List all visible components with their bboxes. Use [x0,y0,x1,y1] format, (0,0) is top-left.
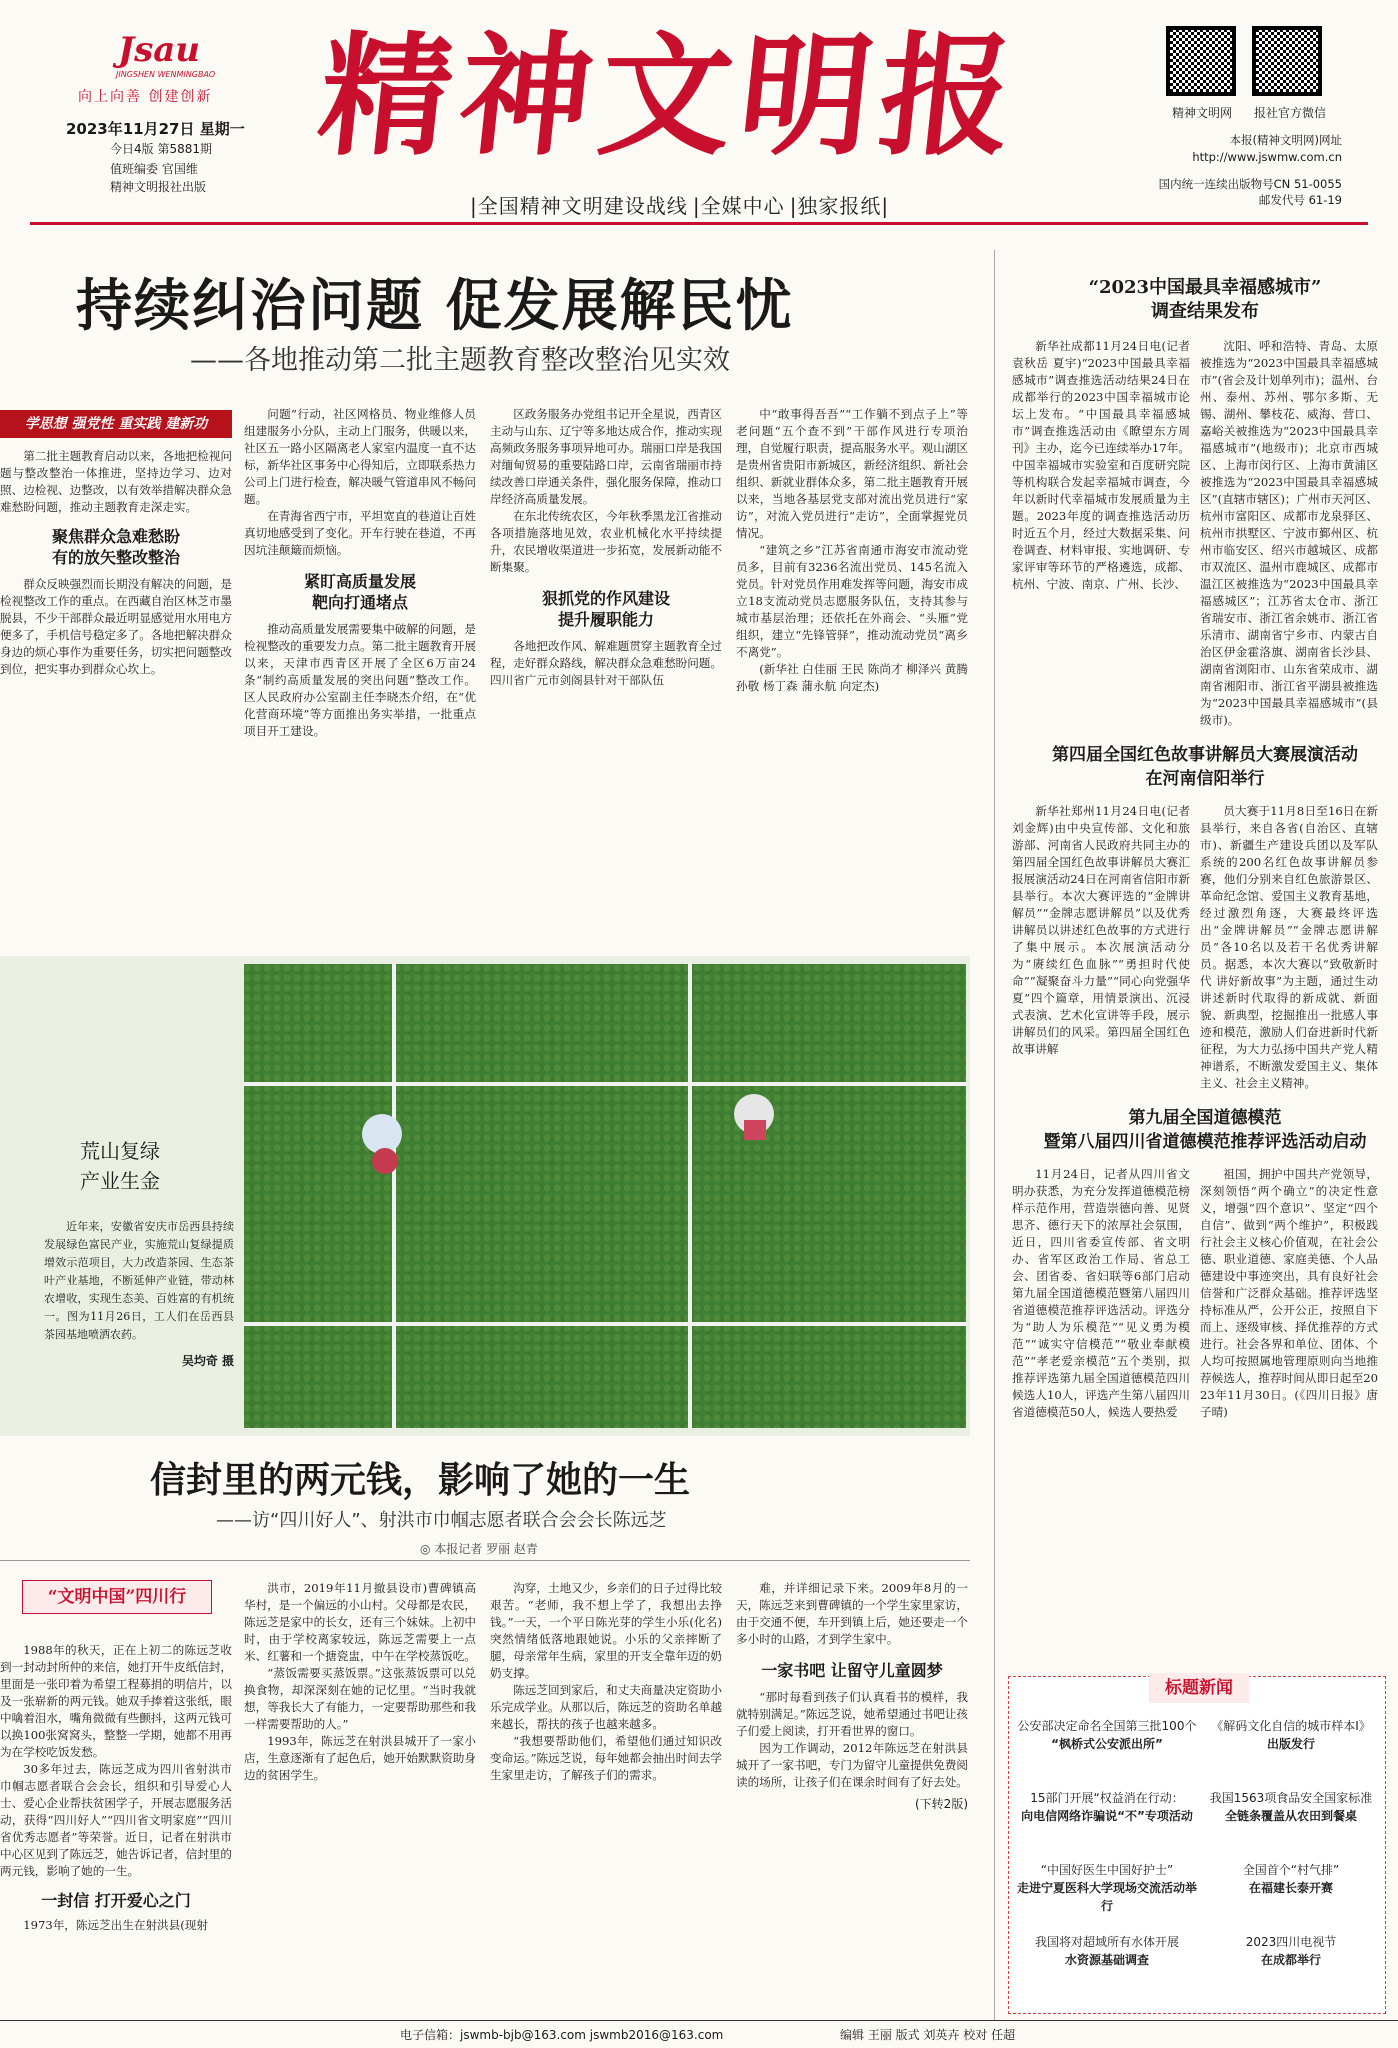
news-brief-line: “枫桥式公安派出所” [1051,1737,1163,1751]
lead-subhead-1: 聚焦群众急难愁盼 有的放矢整改整治 [51,527,180,567]
news-brief-line: 15部门开展“权益消在行动： [1030,1791,1184,1805]
nav-item-media-center[interactable]: |全媒中心 [692,194,785,218]
feature-rule [0,1560,970,1561]
lead-paragraph: 在东北传统农区，今年秋季黑龙江省推动各项措施落地见效，农业机械化水平持续提升，农民增收渠道进一步拓宽，发展新动能不断集聚。 [490,509,722,574]
masthead-rule [30,222,1368,225]
photo-caption-title: 荒山复绿 产业生金 [80,1139,160,1193]
publisher: 精神文明报社出版 [110,180,207,194]
feature-subhead-1: 一封信 打开爱心之门 [41,1891,191,1910]
story-headline-moral-models: 第九届全国道德模范 暨第八届四川省道德模范推荐评选活动启动 [1043,1108,1367,1152]
lead-column-2 [244,406,476,740]
lead-paragraph: 区政务服务办党组书记开全星说，西青区主动与山东、辽宁等多地达成合作，推动实现高频政务服务事项异地可办。瑞丽口岸是我国对缅甸贸易的重要陆路口岸，云南省瑞丽市持续改善口岸通关条件，强化服务保障，推动口岸经济高质量发展。 [490,407,722,506]
lead-column-4 [736,406,968,695]
section-nav [470,190,1030,219]
feature-tag: “文明中国”四川行 [22,1580,212,1614]
headline-news-title: 标题新闻 [1149,1673,1249,1703]
news-brief-item[interactable] [1017,1933,1197,1969]
news-brief-line: 《解码文化自信的城市样本Ⅰ》 [1211,1719,1371,1733]
lead-paragraph: 群众反映强烈而长期没有解决的问题，是检视整改工作的重点。在西藏自治区林芝市墨脱县，不少干部群众最近明显感觉用水用电方便多了，手机信号稳定多了。各地把解决群众身边的烦心事作为重要任务，切实把问题整改到位，把实事办到群众心坎上。 [0,577,232,676]
lead-paragraph: 第二批主题教育启动以来，各地把检视问题与整改整治一体推进，坚持边学习、边对照、边检视、边整改，以有效举措解决群众急难愁盼问题，推动主题教育走深走实。 [0,449,232,514]
photo-block [0,956,970,1436]
feature-paragraph: 30多年过去，陈远芝成为四川省射洪市巾帼志愿者联合会会长，组织和引导爱心人士、爱心企业帮扶贫困学子，开展志愿服务活动，获得“四川好人”“四川省文明家庭”“四川省优秀志愿者”等荣誉。近日，记者在射洪市中心区见到了陈远芝，她告诉记者，信封里的两元钱，影响了她的一生。 [0,1762,232,1878]
feature-paragraph: 沟穿，土地又少，乡亲们的日子过得比较艰苦。“老师，我不想上学了，我想出去挣钱。”一天，一个平日陈光芽的学生小乐(化名)突然情绪低落地跟她说。小乐的父亲摔断了腿，母亲常年生病，家里的开支全靠年迈的奶奶支撑。 [490,1581,722,1680]
feature-paragraph: 陈远芝回到家后，和丈夫商量决定资助小乐完成学业。从那以后，陈远芝的资助名单越来越长，帮扶的孩子也越来越多。 [490,1683,722,1731]
worker-figure [372,1148,398,1174]
lead-subhead-3: 狠抓党的作风建设 提升履职能力 [541,589,670,629]
issue-number: 今日4版 第5881期 [110,142,212,156]
news-brief-item[interactable] [1017,1717,1197,1753]
news-brief-line: 2023四川电视节 [1245,1935,1337,1949]
tea-garden-photo [244,964,966,1428]
photo-caption: 近年来，安徽省安庆市岳西县持续发展绿色富民产业，实施荒山复绿提质增效示范项目，大力改造茶园、生态茶叶产业基地，不断延伸产业链，带动林农增收，实现生态美、百姓富的有机统一。图为11月26日，工人们在岳西县茶园基地喷洒农药。 [44,1220,234,1341]
lead-paragraph: 推动高质量发展需要集中破解的问题，是检视整改的重要发力点。第二批主题教育开展以来，天津市西青区开展了全区6万亩24条“制约高质量发展的突出问题”整改工作。区人民政府办公室副主任李晓杰介绍，在“优化营商环境”等方面推出务实举措，一批重点项目开工建设。 [244,622,476,738]
footer-staff: 编辑 王丽 版式 刘英卉 校对 任超 [840,2028,1016,2042]
news-brief-line: 向电信网络诈骗说“不”专项活动 [1021,1809,1193,1823]
feature-paragraph: 1988年的秋天，正在上初二的陈远芝收到一封动封所仲的来信，她打开牛皮纸信封，里面是一张印着为希望工程募捐的明信片，以及一张崭新的两元钱。她双手捧着这张纸，眼中噙着泪水，嘴角微微有些颤抖，这两元钱可以换100张窝窝头，整整一学期，她都不用再为在学校吃饭发愁。 [0,1643,232,1759]
column-divider [994,250,995,2020]
column-tag: 学思想 强党性 重实践 建新功 [0,410,232,438]
lead-column-3 [490,406,722,689]
story-column: 沈阳、呼和浩特、青岛、太原被推选为“2023中国最具幸福感城市”(省会及计划单列市)；温州、台州、泰州、苏州、鄂尔多斯、无锡、湖州、攀枝花、威海、营口、嘉峪关被推选为“2023中国最具幸福感城市”(地级市)；北京市西城区、上海市闵行区、上海市黄浦区被推选为“2023中国最具幸福感城区”(直辖市辖区)；广州市天河区、杭州市富阳区、成都市龙泉驿区、杭州市拱墅区、宁波市鄞州区、杭州市临安区、绍兴市越城区、成都市双流区、温州市鹿城区、成都市温江区被推选为“2023中国最具幸福感城区”；江苏省太仓市、浙江省瑞安市、浙江省余姚市、浙江省乐清市、湖南省宁乡市、内蒙古自治区伊金霍洛旗、湖南省长沙县、湖南省浏阳市、山东省荣成市、湖南省湘阳市、浙江省平湖县被推选为“2023中国最具幸福感城市”(县级市)。 [1200,339,1378,727]
story-column: 新华社成都11月24日电(记者 袁秋岳 夏宇)“2023中国最具幸福感城市”调查推选活动结果24日在成都举行的2023中国幸福城市论坛上发布。“中国最具幸福感城市”调查推选活动由《瞭望东方周刊》主办，迄今已连续举办17年。中国幸福城市实验室和百度研究院等机构联合发起幸福城市调查，今年以新时代幸福城市发展质量为主题。2023年度的调查推选活动历时近五个月，经过大数据采集、问卷调查、材料审报、实地调研、专家评审等环节的严格遴选，成都、杭州、宁波、南京、广州、长沙、 [1012,339,1190,591]
website-line: 本报(精神文明网)网址 [1229,133,1342,147]
footer-rule [0,2020,1398,2021]
headline-news-box [1008,1676,1386,2014]
feature-paragraph: 因为工作调动，2012年陈远芝在射洪县城开了一家书吧，专门为留守儿童提供免费阅读的场所，让孩子们在课余时间有了好去处。 [736,1741,968,1789]
news-brief-item[interactable] [1201,1717,1381,1753]
post-code: 邮发代号 61-19 [1258,193,1342,207]
news-brief-line: 水资源基础调查 [1064,1953,1149,1967]
feature-paragraph: 1973年，陈远芝出生在射洪县(现射 [23,1918,208,1932]
news-brief-item[interactable] [1201,1789,1381,1825]
lead-subheadline: ——各地推动第二批主题教育整改整治见实效 [190,345,730,376]
news-brief-line: 公安部决定命名全国第三批100个 [1017,1719,1197,1733]
lead-column-1 [0,448,232,678]
news-brief-line: 全链条覆盖从农田到餐桌 [1224,1809,1357,1823]
news-brief-item[interactable] [1017,1789,1197,1825]
news-brief-line: “中国好医生中国好护士” [1040,1863,1174,1877]
logo-pinyin: JINGSHEN WENMINGBAO [116,70,216,79]
feature-paragraph: 1993年，陈远芝在射洪县城开了一家小店，生意逐渐有了起色后，她开始默默资助身边的贫困学生。 [244,1734,476,1782]
footer-email[interactable]: 电子信箱：jswmb-bjb@163.com jswmb2016@163.com [400,2028,724,2042]
feature-column-1 [0,1642,232,1934]
news-brief-item[interactable] [1017,1861,1197,1915]
newspaper-logo: Jsau [118,30,200,70]
news-brief-line: 我国将对超域所有水体开展 [1034,1935,1179,1949]
website-url[interactable]: http://www.jswmw.com.cn [1192,150,1342,164]
lead-paragraph: 各地把改作风、解难题贯穿主题教育全过程，走好群众路线，解决群众急难愁盼问题。四川省广元市剑阁县针对干部队伍 [490,639,722,687]
feature-headline: 信封里的两元钱，影响了她的一生 [150,1459,691,1501]
feature-column-2 [244,1580,476,1784]
continued-notice: (下转2版) [915,1797,968,1811]
news-brief-line: 在成都举行 [1260,1953,1321,1967]
story-headline-red-story-contest: 第四届全国红色故事讲解员大赛展演活动 在河南信阳举行 [1052,745,1358,789]
nav-item-national[interactable]: |全国精神文明建设战线 [470,194,688,218]
feature-paragraph: 难，并详细记录下来。2009年8月的一天，陈远芝来到曹碑镇的一个学生家里家访，由于交通不便，车开到镇上后，她还要走一个多小时的山路，才到学生家中。 [736,1581,968,1646]
story-column: 员大赛于11月8日至16日在新县举行，来自各省(自治区、直辖市)、新疆生产建设兵团以及军队系统的200名红色故事讲解员参赛，他们分别来自红色旅游景区、革命纪念馆、爱国主义教育基地，经过激烈角逐，大赛最终评选出“金牌讲解员”“金牌志愿讲解员”各10名以及若干名优秀讲解员。据悉，本次大赛以“致敬新时代 讲好新故事”为主题，通过生动讲述新时代取得的新成就、新面貌、新典型，挖掘推出一批感人事迹和模范，激励人们奋进新时代新征程，为大力弘扬中国共产党人精神谱系，不断激发爱国主义、集体主义、社会主义精神。 [1200,804,1378,1090]
qr-code-wechat[interactable] [1252,26,1322,96]
cn-code: 国内统一连续出版物号CN 51-0055 [1158,177,1342,191]
news-brief-line: 我国1563项食品安全国家标准 [1209,1791,1373,1805]
lead-byline: (新华社 白佳丽 王民 陈尚才 柳泽兴 黄腾 孙敬 杨丁森 蒲永航 向定杰) [736,662,968,693]
feature-paragraph: 洪市，2019年11月撤县设市)曹碑镇高华村，是一个偏远的小山村。父母都是农民，陈远芝是家中的长女，还有三个妹妹。上初中时，由于学校离家较远，陈远芝需要上一点米、红薯和一个搪瓷盅，中午在学校蒸饭吃。 [244,1581,476,1663]
story-column: 11月24日，记者从四川省文明办获悉，为充分发挥道德模范榜样示范作用，营造崇德向善、见贤思齐、德行天下的浓厚社会氛围，近日，四川省委宣传部、省文明办、省军区政治工作局、省总工会、团省委、省妇联等6部门启动第九届全国道德模范暨第八届四川省道德模范推荐评选活动。评选分为“助人为乐模范”“见义勇为模范”“诚实守信模范”“敬业奉献模范”“孝老爱亲模范”五个类别，拟推荐评选第九届全国道德模范四川候选人10人，评选产生第八届四川省道德模范50人，候选人要热爱 [1012,1167,1190,1419]
issue-date: 2023年11月27日 星期一 [66,120,245,138]
masthead [0,0,1398,220]
nav-item-exclusive[interactable]: |独家报纸| [789,194,890,218]
slogan: 向上向善 创建创新 [78,89,213,105]
lead-subhead-2: 紧盯高质量发展 靶向打通堵点 [303,572,416,612]
news-brief-line: 全国首个“村气排” [1242,1863,1340,1877]
lead-headline: 持续纠治问题 促发展解民忧 [76,274,794,339]
feature-subheadline: ——访“四川好人”、射洪市巾帼志愿者联合会会长陈远芝 [216,1510,667,1531]
duty-editor: 值班编委 官国维 [110,162,198,176]
news-brief-item[interactable] [1201,1933,1381,1969]
qr-label-wechat: 报社官方微信 [1253,106,1326,120]
feature-byline: ◎ 本报记者 罗丽 赵青 [420,1542,538,1556]
lead-paragraph: “建筑之乡”江苏省南通市海安市流动党员多，目前有3236名流出党员、145名流入党员。针对党员作用难发挥等问题，海安市成立18支流动党员志愿服务队伍，支持其参与城市基层治理；还依托在外商会、“头雁”党组织，建立“先锋管驿”，推动流动党员“离乡不离党”。 [736,543,968,659]
feature-paragraph: “我想要帮助他们，希望他们通过知识改变命运。”陈远芝说，每年她都会抽出时间去学生家里走访，了解孩子们的需求。 [490,1734,723,1782]
qr-code-website[interactable] [1166,26,1236,96]
news-brief-item[interactable] [1201,1861,1381,1897]
news-brief-line: 出版发行 [1266,1737,1315,1751]
worker-figure [744,1120,766,1140]
lead-paragraph: 问题”行动，社区网格员、物业维修人员组建服务小分队，主动上门服务，供暖以来，社区五一路小区隔离老人家室内温度一直不达标，新华社区事务中心得知后，立即联系热力公司上门进行检查，解决暖气管道串风不畅问题。 [244,407,476,506]
photo-credit: 吴均奇 摄 [181,1354,234,1368]
lead-paragraph: 中“敢事得吾吾”“工作躺不到点子上”等老问题“五个查不到”干部作风进行专项治理，自觉履行职责，提高服务水平。观山湖区是贵州省贵阳市新城区，新经济组织、新社会组织、新就业群体众多，第二批主题教育开展以来，当地各基层党支部对流出党员进行“家访”，对流入党员进行“走访”，全面掌握党员情况。 [736,407,968,540]
qr-label-website: 精神文明网 [1171,106,1232,120]
news-brief-line: 在福建长泰开赛 [1248,1881,1333,1895]
newspaper-title: 精神文明报 [311,19,1029,174]
story-column: 新华社郑州11月24日电(记者 刘金辉)由中央宣传部、文化和旅游部、河南省人民政府共同主办的第四届全国红色故事讲解员大赛汇报展演活动24日在河南省信阳市新县举行。本次大赛评选的“金牌讲解员”“金牌志愿讲解员”以及优秀讲解员以讲述红色故事的方式进行了集中展示。本次展演活动分为“赓续红色血脉”“勇担时代使命”“凝聚奋斗力量”“同心向党强华夏”四个篇章，用情景演出、沉浸式表演、艺术化宣讲等手段，展示讲解员们的风采。第四届全国红色故事讲解 [1012,804,1190,1056]
feature-paragraph: “那时每看到孩子们认真看书的模样，我就特别满足。”陈远芝说，她希望通过书吧让孩子们爱上阅读，打开看世界的窗口。 [736,1690,969,1738]
feature-column-3 [490,1580,722,1784]
news-brief-line: 走进宁夏医科大学现场交流活动举行 [1017,1881,1198,1913]
feature-column-4 [736,1580,968,1812]
story-headline-happiest-cities: “2023中国最具幸福感城市” 调查结果发布 [1088,277,1322,322]
feature-paragraph: “蒸饭需要买蒸饭票。”这张蒸饭票可以兑换食物，却深深刻在她的记忆里。“当时我就想，等我长大了有能力，一定要帮助那些和我一样需要帮助的人。” [244,1666,476,1731]
lead-paragraph: 在青海省西宁市，平坦宽直的巷道让百姓真切地感受到了变化。开车行驶在巷道，不再因坑洼颠簸而烦恼。 [244,509,476,557]
story-column: 祖国，拥护中国共产党领导，深刻领悟“两个确立”的决定性意义，增强“四个意识”、坚定“四个自信”、做到“两个维护”，积极践行社会主义核心价值观，在社会公德、职业道德、家庭美德、个人品德建设中事迹突出，具有良好社会信誉和广泛群众基础。推荐评选坚持标准从严，公开公正，按照自下而上、逐级审核、择优推荐的方式进行。社会各界和单位、团体、个人均可按照属地管理原则向当地推荐候选人，推荐时间从即日起至2023年11月30日。(《四川日报》唐子晴) [1200,1167,1378,1419]
feature-subhead-2: 一家书吧 让留守儿童圆梦 [761,1661,943,1680]
